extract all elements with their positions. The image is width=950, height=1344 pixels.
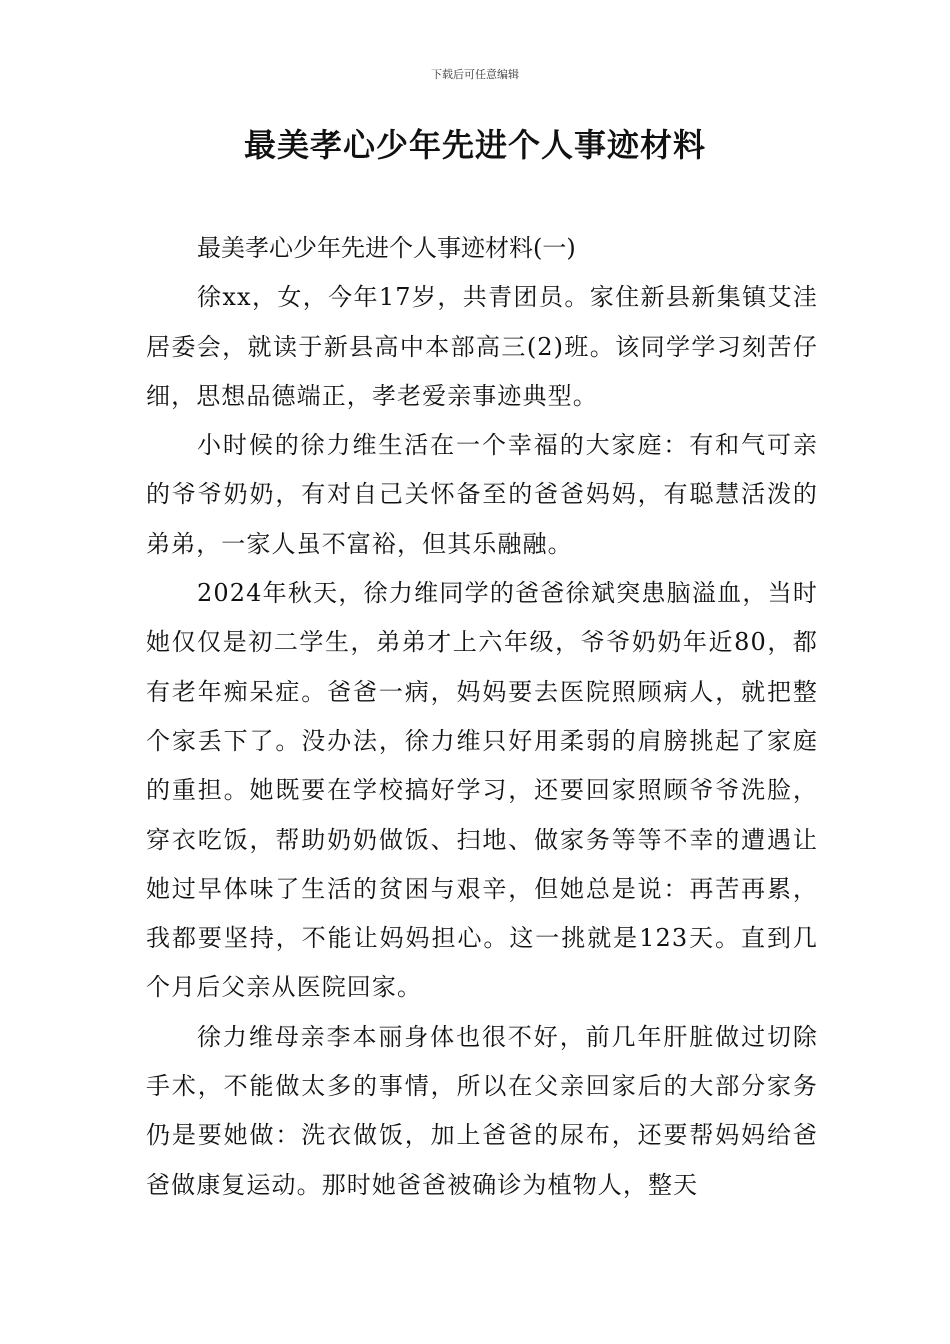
document-title: 最美孝心少年先进个人事迹材料 [243,126,706,164]
paragraph-childhood: 小时候的徐力维生活在一个幸福的大家庭：有和气可亲的爷爷奶奶，有对自己关怀备至的爸爸妈妈，有聪慧活泼的弟弟，一家人虽不富裕，但其乐融融。 [146,431,818,558]
page-header-note: 下载后可任意编辑 [431,68,519,81]
paragraph-father-illness: 2024年秋天，徐力维同学的爸爸徐斌突患脑溢血，当时她仅仅是初二学生，弟弟才上六年级，爷爷奶奶年近80，都有老年痴呆症。爸爸一病，妈妈要去医院照顾病人，就把整个家丢下了。没办法，徐力维只好用柔弱的肩膀挑起了家庭的重担。她既要在学校搞好学习，还要回家照顾爷爷洗脸，穿衣吃饭，帮助奶奶做饭、扫地、做家务等等不幸的遭遇让她过早体味了生活的贫困与艰辛，但她总是说：再苦再累，我都要坚持，不能让妈妈担心。这一挑就是123天。直到几个月后父亲从医院回家。 [146,579,818,1002]
paragraph-mother-health: 徐力维母亲李本丽身体也很不好，前几年肝脏做过切除手术，不能做太多的事情，所以在父亲回家后的大部分家务仍是要她做：洗衣做饭，加上爸爸的尿布，还要帮妈妈给爸爸做康复运动。那时她爸爸被确诊为植物人，整天 [146,1022,818,1199]
paragraph-intro: 徐xx，女，今年17岁，共青团员。家住新县新集镇艾洼居委会，就读于新县高中本部高三(2)班。该同学学习刻苦仔细，思想品德端正，孝老爱亲事迹典型。 [146,283,818,410]
section-subtitle: 最美孝心少年先进个人事迹材料(一) [197,234,576,262]
document-body [146,224,818,1210]
